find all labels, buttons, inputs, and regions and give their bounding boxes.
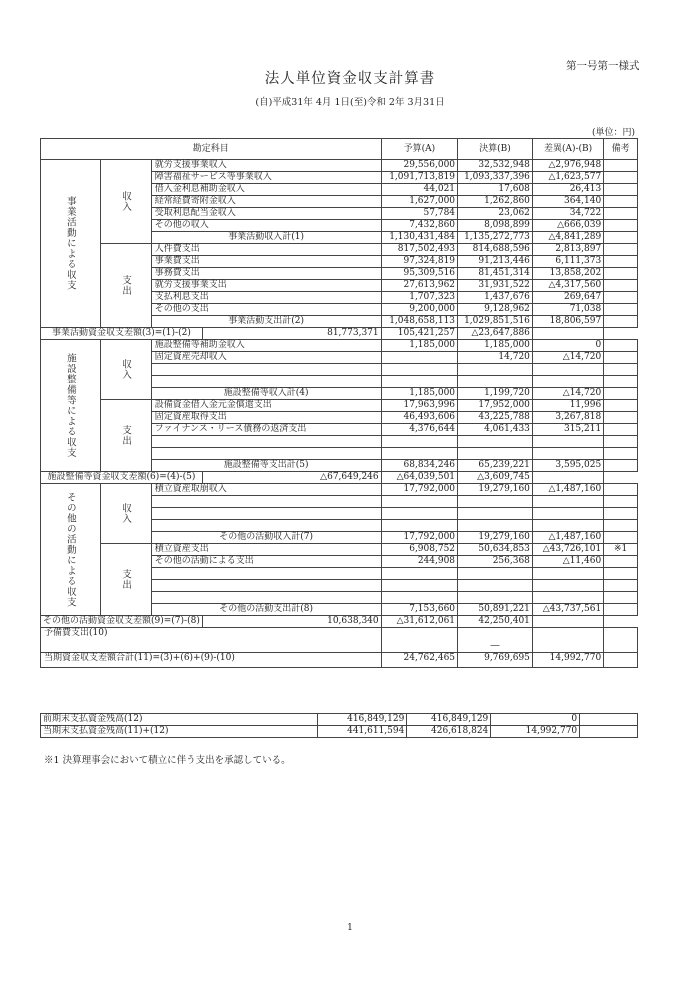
row-diff: 6,111,373 [532,256,603,268]
row-budget [381,580,457,592]
row-diff: 34,722 [532,208,603,220]
subtotal-item: その他の活動支出計(8) [151,604,381,616]
row-actual [458,436,533,448]
row-actual [458,592,533,604]
row-remarks [604,184,638,196]
row-remarks [604,376,638,388]
reserve-row [41,628,638,653]
row-budget: 7,432,860 [381,220,457,232]
row-actual [458,376,533,388]
row-budget [381,508,457,520]
row-budget [381,592,457,604]
row-budget: 29,556,000 [381,160,457,172]
row-budget [381,352,457,364]
row-actual: 416,849,129 [407,714,491,726]
row-item [151,580,381,592]
row-remarks [532,328,603,340]
footnote: ※1 決算理事会において積立に伴う支出を承認している。 [44,755,291,766]
row-budget: 97,324,819 [381,256,457,268]
total-row [41,653,638,668]
row-item [151,496,381,508]
row-diff: △2,976,948 [532,160,603,172]
row-diff: 0 [532,340,603,352]
balance-row [41,472,638,484]
row-item [151,448,381,460]
row-diff: △43,726,101 [532,544,603,556]
row-item: 障害福祉サービス等事業収入 [151,172,381,184]
row-actual [458,580,533,592]
section-label: 事業活動による収支 [41,160,101,328]
row-item: その他の収入 [151,220,381,232]
row-item [151,568,381,580]
table-row [41,244,638,256]
header-budget: 予算(A) [381,139,457,160]
row-remarks [604,508,638,520]
row-budget: 17,792,000 [381,484,457,496]
row-diff: 364,140 [532,196,603,208]
expense-label: 支出 [100,400,151,472]
row-remarks [604,592,638,604]
row-item [151,376,381,388]
row-budget: 1,627,000 [381,196,457,208]
row-diff: △1,487,160 [532,484,603,496]
row-remarks [604,364,638,376]
row-diff: △3,609,745 [458,472,533,484]
row-budget: 817,502,493 [381,244,457,256]
row-actual: 19,279,160 [458,484,533,496]
balance-table [40,713,638,738]
row-actual: 19,279,160 [458,532,533,544]
row-diff: △666,039 [532,220,603,232]
row-budget [381,496,457,508]
row-actual: 1,437,676 [458,292,533,304]
row-budget [381,568,457,580]
row-remarks [604,352,638,364]
row-actual: 50,891,221 [458,604,533,616]
row-remarks [532,472,603,484]
row-remarks [604,556,638,568]
row-item: 積立資産支出 [151,544,381,556]
row-actual: 17,952,000 [458,400,533,412]
row-actual: 426,618,824 [407,726,491,738]
table-row [41,544,638,556]
statement-table [40,138,638,668]
row-budget: 17,792,000 [381,532,457,544]
row-budget: 17,963,996 [381,400,457,412]
row-diff [532,568,603,580]
row-diff: 3,267,818 [532,412,603,424]
table-row [41,340,638,352]
row-diff: 26,413 [532,184,603,196]
row-budget: 44,021 [381,184,457,196]
row-budget [381,628,457,653]
income-label: 収入 [100,160,151,244]
row-actual: 814,688,596 [458,244,533,256]
row-remarks [580,726,638,738]
row-budget: 10,638,340 [202,616,381,628]
row-remarks [604,496,638,508]
row-remarks [604,628,638,653]
row-item: 固定資産取得支出 [151,412,381,424]
row-item: 施設整備等補助金収入 [151,340,381,352]
row-diff: 2,813,897 [532,244,603,256]
row-actual [458,496,533,508]
table-header [41,139,638,160]
row-actual: 256,368 [458,556,533,568]
page-number: 1 [347,923,353,933]
unit-label: (単位：円) [592,128,636,138]
row-budget: △67,649,246 [202,472,381,484]
row-budget: 4,376,644 [381,424,457,436]
row-remarks [604,220,638,232]
row-item: ファイナンス・リース債務の返済支出 [151,424,381,436]
row-remarks [532,616,603,628]
section-label: その他の活動による収支 [41,484,101,616]
row-actual: 8,098,899 [458,220,533,232]
row-budget: 6,908,752 [381,544,457,556]
row-diff [532,376,603,388]
row-remarks [604,244,638,256]
row-remarks [604,232,638,244]
row-remarks [604,172,638,184]
row-actual: 1,199,720 [458,388,533,400]
balance-item: 事業活動資金収支差額(3)=(1)-(2) [41,328,203,340]
row-budget: 1,707,323 [381,292,457,304]
row-diff [532,448,603,460]
row-actual: 91,213,446 [458,256,533,268]
table-row [41,726,638,738]
row-diff: 13,858,202 [532,268,603,280]
row-item: その他の活動による支出 [151,556,381,568]
row-actual: 1,135,272,773 [458,232,533,244]
row-actual: 1,185,000 [458,340,533,352]
row-budget: 24,762,465 [381,653,457,668]
row-item: 事業費支出 [151,256,381,268]
row-item [151,364,381,376]
reserve-item: 予備費支出(10) [41,628,382,653]
row-budget: 1,130,431,484 [381,232,457,244]
row-budget: 95,309,516 [381,268,457,280]
row-remarks [604,268,638,280]
row-diff [532,628,603,653]
row-actual: 32,532,948 [458,160,533,172]
row-diff [532,592,603,604]
row-item: 前期末支払資金残高(12) [41,714,318,726]
table-row [41,160,638,172]
row-remarks [604,304,638,316]
row-actual: 9,769,695 [458,653,533,668]
row-item: 受取利息配当金収入 [151,208,381,220]
row-budget: 9,200,000 [381,304,457,316]
row-budget: 1,091,713,819 [381,172,457,184]
row-diff [532,496,603,508]
row-budget [381,436,457,448]
row-actual: 81,451,314 [458,268,533,280]
row-diff: 3,595,025 [532,460,603,472]
row-item: 固定資産売却収入 [151,352,381,364]
table-row [41,484,638,496]
subtotal-item: 事業活動支出計(2) [151,316,381,328]
row-remarks [604,568,638,580]
subtotal-item: その他の活動収入計(7) [151,532,381,544]
form-number: 第一号第一様式 [566,60,640,72]
total-item: 当期資金収支差額合計(11)=(3)+(6)+(9)-(10) [41,653,382,668]
row-remarks [604,196,638,208]
page-title: 法人単位資金収支計算書 [264,71,436,87]
row-remarks [604,256,638,268]
expense-label: 支出 [100,244,151,328]
header-diff: 差異(A)-(B) [532,139,603,160]
row-diff: △14,720 [532,388,603,400]
row-diff [532,508,603,520]
row-diff: 42,250,401 [458,616,533,628]
row-remarks [604,280,638,292]
income-label: 収入 [100,340,151,400]
row-budget: 81,773,371 [202,328,381,340]
row-remarks [604,520,638,532]
header-remarks: 備考 [604,139,638,160]
row-remarks [580,714,638,726]
row-actual: 1,262,860 [458,196,533,208]
row-item: 就労支援事業収入 [151,160,381,172]
row-remarks [604,388,638,400]
row-item: 積立資産取崩収入 [151,484,381,496]
row-actual: ― [458,628,533,653]
row-actual: 23,062 [458,208,533,220]
row-budget: 416,849,129 [318,714,407,726]
row-diff: 11,996 [532,400,603,412]
row-diff: 315,211 [532,424,603,436]
row-actual: 14,720 [458,352,533,364]
row-remarks [604,412,638,424]
balance-item: 施設整備等資金収支差額(6)=(4)-(5) [41,472,203,484]
row-remarks [604,400,638,412]
row-actual [458,520,533,532]
row-actual [458,508,533,520]
row-actual: 65,239,221 [458,460,533,472]
row-diff [532,436,603,448]
row-diff: △14,720 [532,352,603,364]
row-remarks [604,316,638,328]
row-diff: 0 [491,714,580,726]
row-remarks [604,604,638,616]
row-budget: 46,493,606 [381,412,457,424]
row-diff: △1,487,160 [532,532,603,544]
income-label: 収入 [100,484,151,544]
section-label: 施設整備等による収支 [41,340,101,472]
row-remarks [604,208,638,220]
row-actual: 1,093,337,396 [458,172,533,184]
row-actual: 4,061,433 [458,424,533,436]
row-remarks [604,532,638,544]
table-row [41,400,638,412]
row-remarks [604,292,638,304]
row-actual: 17,608 [458,184,533,196]
row-item: 借入金利息補助金収入 [151,184,381,196]
row-budget: 244,908 [381,556,457,568]
row-diff [532,364,603,376]
row-item: 人件費支出 [151,244,381,256]
row-item: 当期末支払資金残高(11)+(12) [41,726,318,738]
header-actual: 決算(B) [458,139,533,160]
row-remarks [604,424,638,436]
row-budget: 441,611,594 [318,726,407,738]
row-item [151,436,381,448]
row-diff: △43,737,561 [532,604,603,616]
row-diff: 18,806,597 [532,316,603,328]
row-budget: 1,185,000 [381,340,457,352]
subtotal-item: 事業活動収入計(1) [151,232,381,244]
row-item: 経常経費寄附金収入 [151,196,381,208]
table-row [41,714,638,726]
row-item [151,508,381,520]
row-diff [532,520,603,532]
row-remarks [604,460,638,472]
row-budget: 27,613,962 [381,280,457,292]
row-actual: 1,029,851,516 [458,316,533,328]
row-budget: 7,153,660 [381,604,457,616]
row-actual: △31,612,061 [381,616,457,628]
row-remarks [604,340,638,352]
row-actual: 31,931,522 [458,280,533,292]
balance-item: その他の活動資金収支差額(9)=(7)-(8) [41,616,203,628]
header-item: 勘定科目 [41,139,382,160]
expense-label: 支出 [100,544,151,616]
row-item: 設備資金借入金元金償還支出 [151,400,381,412]
period: (自)平成31年 4月 1日(至)令和 2年 3月31日 [255,97,445,108]
row-item: 就労支援事業支出 [151,280,381,292]
row-remarks [604,436,638,448]
row-actual: △64,039,501 [381,472,457,484]
row-remarks [604,160,638,172]
row-budget: 1,048,658,113 [381,316,457,328]
row-budget: 1,185,000 [381,388,457,400]
row-actual: 50,634,853 [458,544,533,556]
row-item [151,592,381,604]
row-diff: △1,623,577 [532,172,603,184]
row-remarks [604,448,638,460]
subtotal-item: 施設整備等支出計(5) [151,460,381,472]
row-remarks [604,580,638,592]
row-diff: △23,647,886 [458,328,533,340]
row-actual: 105,421,257 [381,328,457,340]
row-actual [458,448,533,460]
row-diff: △11,460 [532,556,603,568]
row-actual: 9,128,962 [458,304,533,316]
row-diff: 14,992,770 [491,726,580,738]
row-remarks: ※1 [604,544,638,556]
row-remarks [604,484,638,496]
balance-row [41,328,638,340]
row-actual [458,568,533,580]
row-diff: 71,038 [532,304,603,316]
row-item: 支払利息支出 [151,292,381,304]
row-item: 事務費支出 [151,268,381,280]
row-budget [381,448,457,460]
subtotal-item: 施設整備等収入計(4) [151,388,381,400]
row-actual: 43,225,788 [458,412,533,424]
row-diff: 269,647 [532,292,603,304]
row-budget: 57,784 [381,208,457,220]
row-remarks [604,653,638,668]
balance-row [41,616,638,628]
row-diff: △4,317,560 [532,280,603,292]
row-budget [381,364,457,376]
row-budget [381,520,457,532]
row-actual [458,364,533,376]
row-budget: 68,834,246 [381,460,457,472]
row-budget [381,376,457,388]
row-item [151,520,381,532]
row-diff [532,580,603,592]
row-diff: △4,841,289 [532,232,603,244]
row-diff: 14,992,770 [532,653,603,668]
row-item: その他の支出 [151,304,381,316]
